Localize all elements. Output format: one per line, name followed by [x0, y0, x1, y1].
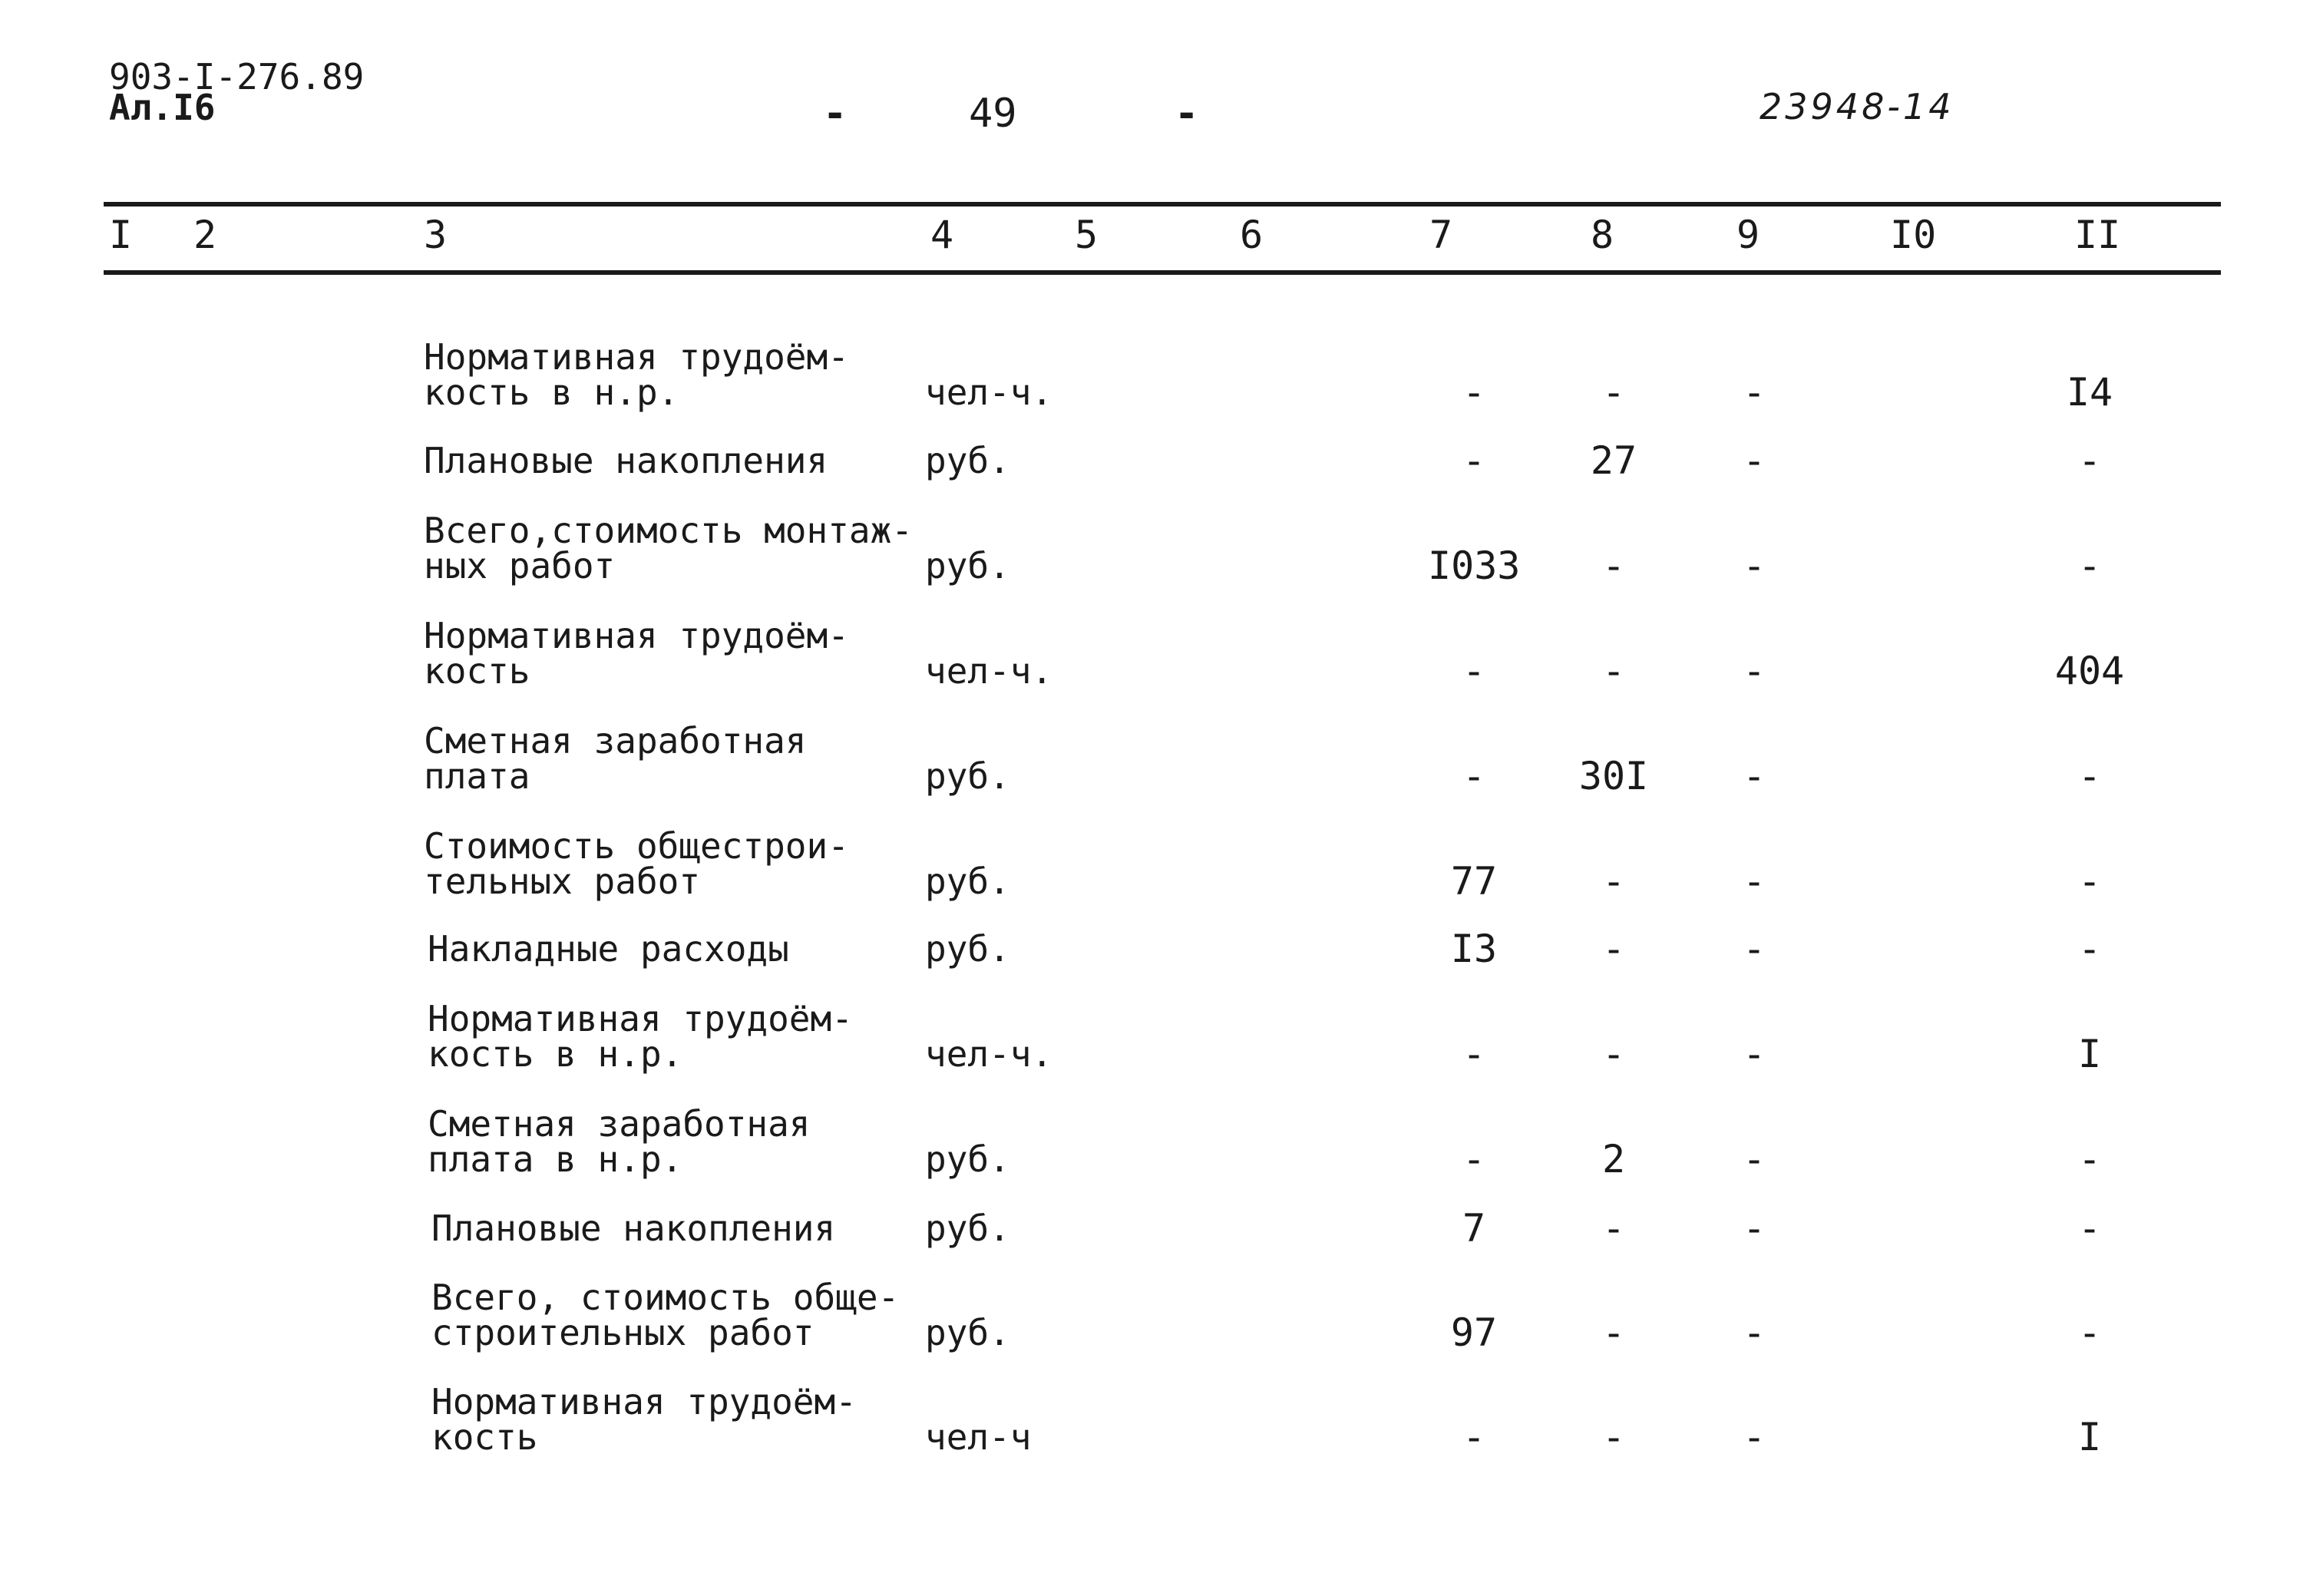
- cell-col-11: -: [2077, 544, 2102, 588]
- cell-col-7: -: [1462, 754, 1486, 798]
- cell-col-11: I4: [2066, 370, 2113, 415]
- cell-col-8: 2: [1601, 1137, 1626, 1181]
- cell-col-7: 7: [1462, 1206, 1486, 1251]
- column-number: 8: [1591, 213, 1614, 257]
- cell-col-8: -: [1601, 544, 1626, 588]
- page-dash-right: -: [1175, 91, 1199, 137]
- cell-col-7: 77: [1450, 859, 1498, 904]
- row-label: Сметная заработная плата в н.р.: [428, 1103, 811, 1180]
- row-label: Стоимость общестрои- тельных работ: [424, 825, 849, 902]
- cell-col-8: -: [1601, 1032, 1626, 1076]
- cell-col-8: -: [1601, 1310, 1626, 1355]
- cell-col-9: -: [1742, 649, 1766, 693]
- cell-col-8: -: [1601, 1415, 1626, 1459]
- cell-col-9: -: [1742, 1032, 1766, 1076]
- cell-col-9: -: [1742, 754, 1766, 798]
- cell-col-8: -: [1601, 859, 1626, 904]
- sheet-label: Ал.I6: [109, 87, 216, 128]
- column-number: II: [2074, 213, 2121, 257]
- row-unit: чел-ч: [925, 1416, 1032, 1458]
- cell-col-8: 30I: [1578, 754, 1649, 798]
- column-number: 6: [1240, 213, 1264, 257]
- row-label: Нормативная трудоём- кость в н.р.: [424, 336, 849, 413]
- cell-col-11: -: [2077, 1137, 2102, 1181]
- cell-col-8: -: [1601, 370, 1626, 415]
- row-unit: руб.: [925, 1138, 1010, 1180]
- cell-col-8: 27: [1590, 438, 1637, 483]
- cell-col-7: I033: [1428, 544, 1521, 588]
- row-unit: руб.: [925, 545, 1010, 587]
- row-unit: руб.: [925, 1312, 1010, 1353]
- cell-col-11: I: [2077, 1032, 2102, 1076]
- cell-col-11: -: [2077, 754, 2102, 798]
- row-label: Плановые накопления: [424, 440, 828, 481]
- row-unit: руб.: [925, 861, 1010, 902]
- cell-col-7: -: [1462, 1415, 1486, 1459]
- table-top-rule: [104, 202, 2221, 207]
- column-number: 4: [930, 213, 954, 257]
- column-number: 3: [424, 213, 448, 257]
- document-code: 903-I-276.89: [109, 56, 365, 97]
- cell-col-7: 97: [1450, 1310, 1498, 1355]
- cell-col-11: -: [2077, 1206, 2102, 1251]
- cell-col-7: -: [1462, 649, 1486, 693]
- row-label: Сметная заработная плата: [424, 720, 807, 797]
- cell-col-11: I: [2077, 1415, 2102, 1459]
- cell-col-9: -: [1742, 927, 1766, 971]
- table-header-rule: [104, 270, 2221, 275]
- cell-col-9: -: [1742, 370, 1766, 415]
- row-label: Плановые накопления: [431, 1208, 836, 1249]
- cell-col-7: -: [1462, 1137, 1486, 1181]
- cell-col-7: -: [1462, 1032, 1486, 1076]
- row-unit: чел-ч.: [925, 372, 1053, 413]
- row-label: Нормативная трудоём- кость: [431, 1381, 857, 1458]
- column-number: I: [109, 213, 133, 257]
- column-number: 2: [193, 213, 217, 257]
- cell-col-11: -: [2077, 859, 2102, 904]
- cell-col-11: -: [2077, 1310, 2102, 1355]
- row-unit: руб.: [925, 440, 1010, 481]
- cell-col-8: -: [1601, 649, 1626, 693]
- cell-col-9: -: [1742, 1415, 1766, 1459]
- cell-col-9: -: [1742, 544, 1766, 588]
- row-label: Всего, стоимость обще- строительных работ: [431, 1277, 900, 1353]
- row-label: Накладные расходы: [428, 928, 789, 970]
- page-number: 49: [969, 91, 1017, 137]
- column-number: I0: [1890, 213, 1937, 257]
- page-dash-left: -: [823, 91, 848, 137]
- column-number: 9: [1736, 213, 1760, 257]
- cell-col-9: -: [1742, 1310, 1766, 1355]
- row-unit: чел-ч.: [925, 1033, 1053, 1075]
- cell-col-7: -: [1462, 370, 1486, 415]
- cell-col-11: -: [2077, 927, 2102, 971]
- row-label: Всего,стоимость монтаж- ных работ: [424, 510, 913, 587]
- cell-col-7: I3: [1450, 927, 1498, 971]
- cell-col-11: 404: [2054, 649, 2125, 693]
- row-unit: руб.: [925, 755, 1010, 797]
- cell-col-9: -: [1742, 438, 1766, 483]
- document-number: 23948-14: [1760, 86, 1954, 127]
- row-unit: руб.: [925, 928, 1010, 970]
- cell-col-9: -: [1742, 859, 1766, 904]
- row-unit: руб.: [925, 1208, 1010, 1249]
- column-number: 5: [1075, 213, 1099, 257]
- row-unit: чел-ч.: [925, 650, 1053, 692]
- column-number: 7: [1429, 213, 1453, 257]
- cell-col-7: -: [1462, 438, 1486, 483]
- cell-col-8: -: [1601, 927, 1626, 971]
- row-label: Нормативная трудоём- кость: [424, 615, 849, 692]
- cell-col-9: -: [1742, 1137, 1766, 1181]
- cell-col-11: -: [2077, 438, 2102, 483]
- cell-col-8: -: [1601, 1206, 1626, 1251]
- row-label: Нормативная трудоём- кость в н.р.: [428, 998, 853, 1075]
- cell-col-9: -: [1742, 1206, 1766, 1251]
